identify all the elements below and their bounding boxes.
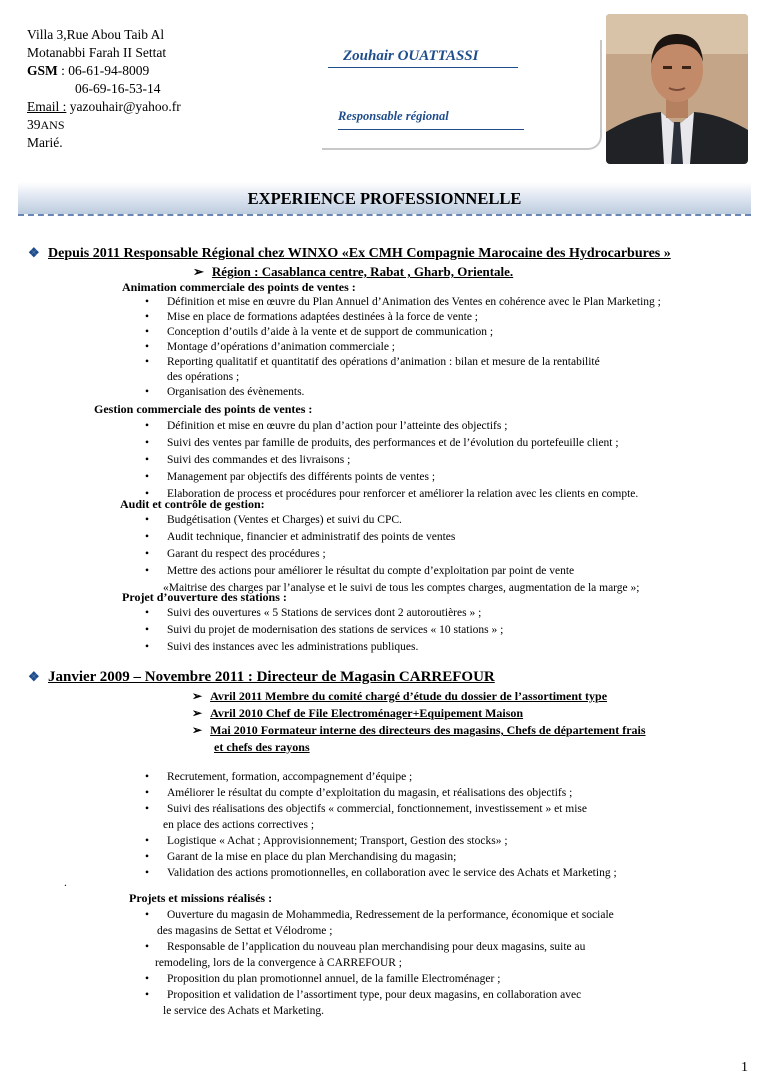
list-item: • Elaboration de process et procédures pour renforcer et améliorer la relation avec les clients en compte.	[145, 486, 638, 503]
contact-block	[27, 26, 181, 152]
email-value[interactable]: yazouhair@yahoo.fr	[66, 99, 181, 114]
section-2-heading	[28, 669, 495, 686]
list-item: • Proposition du plan promotionnel annuel, de la famille Electroménager ;	[145, 973, 501, 985]
gsm-label: GSM	[27, 63, 58, 78]
region-text: Région : Casablanca centre, Rabat , Gharb, Orientale.	[211, 264, 514, 279]
group-3-list	[145, 512, 639, 597]
list-item: • Mettre des actions pour améliorer le résultat du compte d’exploitation par point de vente	[145, 563, 639, 580]
diamond-bullet-icon: ❖	[28, 669, 40, 684]
bullet-icon: •	[145, 311, 150, 323]
email-label: Email :	[27, 99, 67, 114]
arrow-bullet-icon: ➢	[192, 706, 203, 720]
section-1-region	[193, 264, 513, 280]
arrow-bullet-icon: ➢	[193, 264, 204, 279]
bullet-icon: •	[145, 565, 150, 577]
group-4-title: Projet d’ouverture des stations :	[122, 590, 287, 604]
list-item: • Suivi du projet de modernisation des stations de services « 10 stations » ;	[145, 622, 503, 639]
list-item: • Budgétisation (Ventes et Charges) et suivi du CPC.	[145, 512, 639, 529]
bullet-icon: •	[145, 973, 150, 985]
candidate-role: Responsable régional	[338, 109, 449, 123]
bullet-icon: •	[145, 909, 150, 921]
section-2-subs	[192, 688, 646, 756]
marital-status: Marié.	[27, 135, 63, 150]
list-item: • Reporting qualitatif et quantitatif des opérations d’animation : bilan et mesure de la rentabilité	[145, 356, 600, 368]
list-item: • Logistique « Achat ; Approvisionnement; Transport, Gestion des stocks» ;	[145, 835, 508, 847]
list-item: • Validation des actions promotionnelles, en collaboration avec le service des Achats et Marketing ;	[145, 867, 617, 879]
list-item-continuation: le service des Achats et Marketing.	[163, 1005, 324, 1017]
group-2-list	[145, 418, 638, 503]
list-item-continuation: en place des actions correctives ;	[163, 819, 315, 831]
bullet-icon: •	[145, 326, 150, 338]
section-1-heading	[28, 245, 671, 262]
address-line-1: Villa 3,Rue Abou Taib Al	[27, 27, 165, 42]
bullet-icon: •	[145, 531, 150, 543]
list-item: • Audit technique, financier et administratif des points de ventes	[145, 529, 639, 546]
sub-item: ➢ Avril 2010 Chef de File Electroménager+Equipement Maison	[192, 706, 524, 720]
section-2-heading-text: Janvier 2009 – Novembre 2011 : Directeur de Magasin CARREFOUR	[48, 669, 495, 685]
list-item-continuation: «Maitrise des charges par l’analyse et le suivi de tous les comptes charges, augmentation de la marge »;	[163, 582, 640, 594]
diamond-bullet-icon: ❖	[28, 245, 40, 260]
bullet-icon: •	[145, 514, 150, 526]
gsm-line	[27, 62, 181, 80]
list-item: • Recrutement, formation, accompagnement d’équipe ;	[145, 771, 413, 783]
page-number: 1	[741, 1060, 748, 1075]
bullet-icon: •	[145, 488, 150, 500]
gsm-value-2: 06-69-16-53-14	[75, 81, 161, 96]
list-item: • Améliorer le résultat du compte d’exploitation du magasin, et réalisations des objectifs ;	[145, 787, 573, 799]
bullet-icon: •	[145, 771, 150, 783]
list-item: • Ouverture du magasin de Mohammedia, Redressement de la performance, économique et sociale	[145, 909, 614, 921]
list-item: • Suivi des ventes par famille de produits, des performances et de l’évolution du portefeuille client ;	[145, 435, 638, 452]
bullet-icon: •	[145, 341, 150, 353]
list-item: • Suivi des réalisations des objectifs « commercial, fonctionnement, investissement » et mise	[145, 803, 587, 815]
bullet-icon: •	[145, 548, 150, 560]
bullet-icon: •	[145, 437, 150, 449]
candidate-name: Zouhair OUATTASSI	[343, 48, 479, 64]
sub-item: ➢ Mai 2010 Formateur interne des directeurs des magasins, Chefs de département frais	[192, 723, 646, 737]
portrait-illustration	[606, 14, 748, 164]
age-number: 39	[27, 117, 41, 132]
projects-list	[145, 907, 614, 1019]
group-1-list	[145, 295, 661, 400]
list-item: • Garant de la mise en place du plan Merchandising du magasin;	[145, 851, 457, 863]
list-item: • Définition et mise en œuvre du plan d’action pour l’atteinte des objectifs ;	[145, 418, 638, 435]
list-item: • Responsable de l’application du nouveau plan merchandising pour deux magasins, suite au	[145, 941, 586, 953]
group-4-list	[145, 605, 503, 656]
sub-item: ➢ Avril 2011 Membre du comité chargé d’étude du dossier de l’assortiment type	[192, 689, 608, 703]
email-line	[27, 98, 181, 116]
gsm-value: : 06-61-94-8009	[57, 63, 150, 78]
list-item: • Organisation des évènements.	[145, 386, 305, 398]
bullet-icon: •	[145, 607, 150, 619]
list-item: • Conception d’outils d’aide à la vente et de support de communication ;	[145, 326, 494, 338]
list-item: • Définition et mise en œuvre du Plan Annuel d’Animation des Ventes en cohérence avec le Plan Marketing ;	[145, 296, 661, 308]
bullet-icon: •	[145, 787, 150, 799]
address-line-2: Motanabbi Farah II Settat	[27, 45, 167, 60]
group-3-title: Audit et contrôle de gestion:	[120, 497, 265, 511]
name-underline	[328, 67, 518, 68]
arrow-bullet-icon: ➢	[192, 689, 203, 703]
section-banner	[18, 182, 751, 216]
list-item-continuation: des opérations ;	[167, 371, 240, 383]
list-item: • Montage d’opérations d’animation commerciale ;	[145, 341, 396, 353]
sub-item-continuation: et chefs des rayons	[214, 740, 310, 754]
list-item: • Suivi des instances avec les administrations publiques.	[145, 639, 503, 656]
bullet-icon: •	[145, 851, 150, 863]
profile-photo	[606, 14, 748, 164]
group-1-title: Animation commerciale des points de ventes :	[122, 280, 356, 294]
age-unit: ANS	[40, 118, 65, 132]
arrow-bullet-icon: ➢	[192, 723, 203, 737]
group-2-title: Gestion commerciale des points de ventes :	[94, 402, 313, 416]
role-underline	[338, 129, 524, 130]
bullet-icon: •	[145, 471, 150, 483]
projects-title: Projets et missions réalisés :	[129, 891, 273, 905]
bullet-icon: •	[145, 803, 150, 815]
bullet-icon: •	[145, 454, 150, 466]
list-item: • Suivi des commandes et des livraisons ;	[145, 452, 638, 469]
bullet-icon: •	[145, 989, 150, 1001]
list-item: • Proposition et validation de l’assortiment type, pour deux magasins, en collaboration avec	[145, 989, 582, 1001]
section-1-heading-text: Depuis 2011 Responsable Régional chez WINXO «Ex CMH Compagnie Marocaine des Hydrocarbures »	[48, 246, 671, 261]
bullet-icon: •	[145, 941, 150, 953]
banner-title: EXPERIENCE PROFESSIONNELLE	[247, 189, 522, 208]
bullet-icon: •	[145, 641, 150, 653]
bullet-icon: •	[145, 296, 150, 308]
bullet-icon: •	[145, 867, 150, 879]
list-item: • Suivi des ouvertures « 5 Stations de services dont 2 autoroutières » ;	[145, 605, 503, 622]
bullet-icon: •	[145, 420, 150, 432]
list-item-continuation: remodeling, lors de la convergence à CARREFOUR ;	[155, 957, 402, 969]
bullet-icon: •	[145, 835, 150, 847]
age-line	[27, 116, 181, 134]
bullet-icon: •	[145, 624, 150, 636]
list-item: • Garant du respect des procédures ;	[145, 546, 639, 563]
list-item-continuation: des magasins de Settat et Vélodrome ;	[157, 925, 333, 937]
list-item: • Management par objectifs des différents points de ventes ;	[145, 469, 638, 486]
bullet-icon: •	[145, 356, 150, 368]
section-2-list	[145, 769, 617, 881]
list-item: • Mise en place de formations adaptées destinées à la force de vente ;	[145, 311, 479, 323]
stray-dot: .	[64, 877, 67, 889]
bullet-icon: •	[145, 386, 150, 398]
